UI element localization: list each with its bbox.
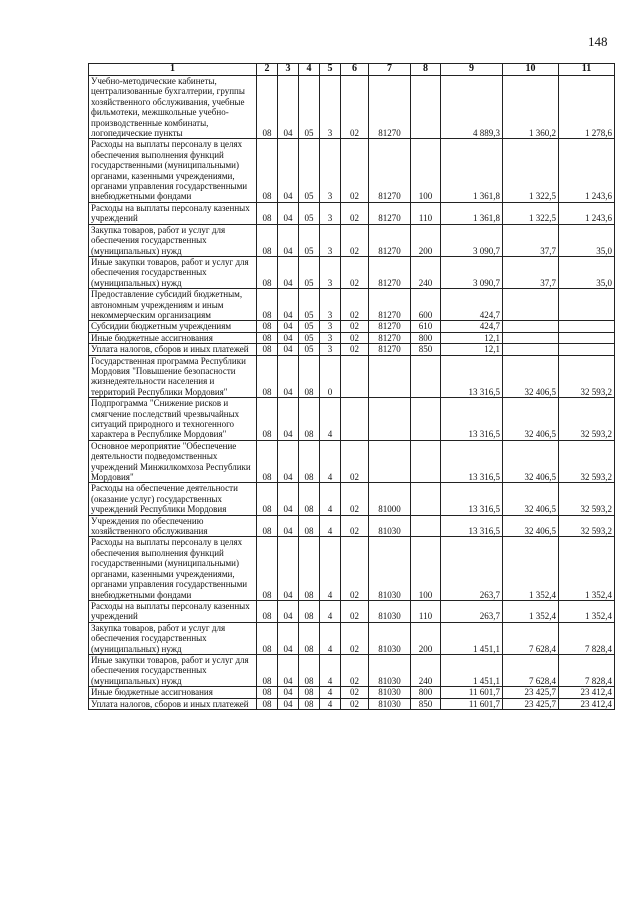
activity-code-cell: 02 bbox=[341, 698, 369, 709]
section-code-cell: 08 bbox=[257, 600, 278, 622]
program-code-cell: 05 bbox=[299, 289, 320, 321]
program-code-cell: 08 bbox=[299, 398, 320, 441]
direction-code-cell: 81270 bbox=[369, 224, 411, 256]
subsection-code-cell: 04 bbox=[278, 344, 299, 355]
direction-code-cell: 81030 bbox=[369, 698, 411, 709]
activity-code-cell: 02 bbox=[341, 332, 369, 343]
amount-year2-cell bbox=[503, 344, 559, 355]
activity-code-cell: 02 bbox=[341, 654, 369, 686]
amount-year2-cell: 1 352,4 bbox=[503, 600, 559, 622]
subsection-code-cell: 04 bbox=[278, 224, 299, 256]
activity-code-cell: 02 bbox=[341, 76, 369, 139]
section-code-cell: 08 bbox=[257, 76, 278, 139]
subprogram-code-cell: 4 bbox=[320, 398, 341, 441]
section-code-cell: 08 bbox=[257, 139, 278, 202]
amount-year2-cell: 1 322,5 bbox=[503, 202, 559, 224]
amount-year2-cell bbox=[503, 321, 559, 332]
table-row bbox=[89, 289, 615, 321]
subsection-code-cell: 04 bbox=[278, 440, 299, 483]
amount-year1-cell: 1 451,1 bbox=[441, 654, 503, 686]
amount-year2-cell: 7 628,4 bbox=[503, 654, 559, 686]
direction-code-cell: 81270 bbox=[369, 321, 411, 332]
direction-code-cell: 81270 bbox=[369, 202, 411, 224]
row-name-cell: Расходы на выплаты персоналу казенных учреждений bbox=[89, 600, 257, 622]
expense-type-cell: 600 bbox=[411, 289, 441, 321]
expense-type-cell: 240 bbox=[411, 654, 441, 686]
table-row bbox=[89, 654, 615, 686]
row-name-cell: Расходы на выплаты персоналу казенных учреждений bbox=[89, 202, 257, 224]
column-header: 3 bbox=[278, 64, 299, 76]
subsection-code-cell: 04 bbox=[278, 202, 299, 224]
subprogram-code-cell: 4 bbox=[320, 698, 341, 709]
direction-code-cell: 81270 bbox=[369, 256, 411, 288]
expense-type-cell bbox=[411, 398, 441, 441]
direction-code-cell: 81030 bbox=[369, 654, 411, 686]
table-header-row bbox=[89, 64, 615, 76]
amount-year3-cell: 1 243,6 bbox=[559, 139, 615, 202]
program-code-cell: 08 bbox=[299, 515, 320, 537]
subsection-code-cell: 04 bbox=[278, 139, 299, 202]
activity-code-cell: 02 bbox=[341, 515, 369, 537]
subprogram-code-cell: 4 bbox=[320, 483, 341, 515]
table-body bbox=[89, 76, 615, 710]
row-name-cell: Уплата налогов, сборов и иных платежей bbox=[89, 698, 257, 709]
section-code-cell: 08 bbox=[257, 515, 278, 537]
column-header: 1 bbox=[89, 64, 257, 76]
program-code-cell: 05 bbox=[299, 76, 320, 139]
table-row bbox=[89, 698, 615, 709]
subprogram-code-cell: 4 bbox=[320, 622, 341, 654]
row-name-cell: Государственная программа Республики Мордовия "Повышение безопасности жизнедеятельности населения и территорий Республики Мордовия" bbox=[89, 355, 257, 398]
direction-code-cell: 81030 bbox=[369, 622, 411, 654]
expense-type-cell: 240 bbox=[411, 256, 441, 288]
amount-year1-cell: 3 090,7 bbox=[441, 256, 503, 288]
program-code-cell: 08 bbox=[299, 622, 320, 654]
program-code-cell: 05 bbox=[299, 332, 320, 343]
amount-year2-cell bbox=[503, 289, 559, 321]
activity-code-cell: 02 bbox=[341, 537, 369, 600]
amount-year2-cell: 1 360,2 bbox=[503, 76, 559, 139]
amount-year1-cell: 1 451,1 bbox=[441, 622, 503, 654]
subprogram-code-cell: 3 bbox=[320, 224, 341, 256]
table-row bbox=[89, 139, 615, 202]
amount-year3-cell bbox=[559, 332, 615, 343]
program-code-cell: 05 bbox=[299, 256, 320, 288]
amount-year1-cell: 12,1 bbox=[441, 344, 503, 355]
row-name-cell: Иные бюджетные ассигнования bbox=[89, 332, 257, 343]
row-name-cell: Иные закупки товаров, работ и услуг для обеспечения государственных (муниципальных) нужд bbox=[89, 654, 257, 686]
direction-code-cell: 81270 bbox=[369, 289, 411, 321]
section-code-cell: 08 bbox=[257, 355, 278, 398]
column-header: 8 bbox=[411, 64, 441, 76]
row-name-cell: Субсидии бюджетным учреждениям bbox=[89, 321, 257, 332]
amount-year3-cell bbox=[559, 321, 615, 332]
section-code-cell: 08 bbox=[257, 202, 278, 224]
column-header: 7 bbox=[369, 64, 411, 76]
row-name-cell: Иные закупки товаров, работ и услуг для обеспечения государственных (муниципальных) нужд bbox=[89, 256, 257, 288]
activity-code-cell: 02 bbox=[341, 344, 369, 355]
amount-year1-cell: 12,1 bbox=[441, 332, 503, 343]
activity-code-cell bbox=[341, 355, 369, 398]
subprogram-code-cell: 3 bbox=[320, 332, 341, 343]
subsection-code-cell: 04 bbox=[278, 687, 299, 698]
direction-code-cell bbox=[369, 440, 411, 483]
subprogram-code-cell: 3 bbox=[320, 344, 341, 355]
amount-year2-cell: 37,7 bbox=[503, 256, 559, 288]
amount-year2-cell: 7 628,4 bbox=[503, 622, 559, 654]
direction-code-cell: 81030 bbox=[369, 600, 411, 622]
program-code-cell: 05 bbox=[299, 202, 320, 224]
expense-type-cell: 610 bbox=[411, 321, 441, 332]
program-code-cell: 05 bbox=[299, 344, 320, 355]
table-row bbox=[89, 355, 615, 398]
direction-code-cell: 81030 bbox=[369, 687, 411, 698]
program-code-cell: 08 bbox=[299, 440, 320, 483]
table-row bbox=[89, 537, 615, 600]
program-code-cell: 08 bbox=[299, 654, 320, 686]
amount-year1-cell: 1 361,8 bbox=[441, 202, 503, 224]
program-code-cell: 08 bbox=[299, 687, 320, 698]
activity-code-cell: 02 bbox=[341, 687, 369, 698]
amount-year1-cell: 13 316,5 bbox=[441, 440, 503, 483]
subsection-code-cell: 04 bbox=[278, 76, 299, 139]
expense-type-cell bbox=[411, 355, 441, 398]
row-name-cell: Основное мероприятие "Обеспечение деятельности подведомственных учреждений Минжилкомхоза Республики Мордовия" bbox=[89, 440, 257, 483]
amount-year3-cell bbox=[559, 289, 615, 321]
table-row bbox=[89, 515, 615, 537]
subprogram-code-cell: 4 bbox=[320, 687, 341, 698]
subprogram-code-cell: 0 bbox=[320, 355, 341, 398]
subprogram-code-cell: 3 bbox=[320, 256, 341, 288]
activity-code-cell: 02 bbox=[341, 600, 369, 622]
row-name-cell: Расходы на выплаты персоналу в целях обеспечения выполнения функций государственными (муниципальными) органами, казенными учреждениями, органами управления государственными внебюджетными фондами bbox=[89, 537, 257, 600]
subprogram-code-cell: 3 bbox=[320, 202, 341, 224]
amount-year1-cell: 4 889,3 bbox=[441, 76, 503, 139]
activity-code-cell bbox=[341, 398, 369, 441]
program-code-cell: 05 bbox=[299, 224, 320, 256]
program-code-cell: 08 bbox=[299, 355, 320, 398]
table-row bbox=[89, 344, 615, 355]
table-row bbox=[89, 332, 615, 343]
direction-code-cell: 81030 bbox=[369, 515, 411, 537]
section-code-cell: 08 bbox=[257, 622, 278, 654]
row-name-cell: Учебно-методические кабинеты, централизованные бухгалтерии, группы хозяйственного обслуживания, учебные фильмотеки, межшкольные учебно-производственные комбинаты, логопедические пункты bbox=[89, 76, 257, 139]
section-code-cell: 08 bbox=[257, 289, 278, 321]
subprogram-code-cell: 4 bbox=[320, 654, 341, 686]
activity-code-cell: 02 bbox=[341, 224, 369, 256]
page-number: 148 bbox=[588, 34, 608, 49]
amount-year2-cell bbox=[503, 332, 559, 343]
program-code-cell: 08 bbox=[299, 600, 320, 622]
amount-year3-cell: 23 412,4 bbox=[559, 687, 615, 698]
table-row bbox=[89, 440, 615, 483]
direction-code-cell bbox=[369, 398, 411, 441]
amount-year1-cell: 263,7 bbox=[441, 600, 503, 622]
expense-type-cell bbox=[411, 76, 441, 139]
amount-year2-cell: 23 425,7 bbox=[503, 698, 559, 709]
program-code-cell: 08 bbox=[299, 537, 320, 600]
column-header: 11 bbox=[559, 64, 615, 76]
amount-year2-cell: 32 406,5 bbox=[503, 515, 559, 537]
activity-code-cell: 02 bbox=[341, 440, 369, 483]
direction-code-cell: 81270 bbox=[369, 332, 411, 343]
amount-year3-cell: 1 278,6 bbox=[559, 76, 615, 139]
program-code-cell: 05 bbox=[299, 321, 320, 332]
amount-year2-cell: 32 406,5 bbox=[503, 398, 559, 441]
activity-code-cell: 02 bbox=[341, 139, 369, 202]
expense-type-cell: 100 bbox=[411, 537, 441, 600]
amount-year3-cell: 32 593,2 bbox=[559, 355, 615, 398]
subsection-code-cell: 04 bbox=[278, 321, 299, 332]
amount-year3-cell: 1 352,4 bbox=[559, 600, 615, 622]
column-header: 2 bbox=[257, 64, 278, 76]
row-name-cell: Расходы на выплаты персоналу в целях обеспечения выполнения функций государственными (муниципальными) органами, казенными учреждениями, органами управления государственными внебюджетными фондами bbox=[89, 139, 257, 202]
row-name-cell: Учреждения по обеспечению хозяйственного обслуживания bbox=[89, 515, 257, 537]
section-code-cell: 08 bbox=[257, 332, 278, 343]
subsection-code-cell: 04 bbox=[278, 654, 299, 686]
section-code-cell: 08 bbox=[257, 654, 278, 686]
expense-type-cell bbox=[411, 483, 441, 515]
amount-year3-cell: 35,0 bbox=[559, 224, 615, 256]
activity-code-cell: 02 bbox=[341, 202, 369, 224]
table-row bbox=[89, 321, 615, 332]
subprogram-code-cell: 4 bbox=[320, 537, 341, 600]
direction-code-cell: 81270 bbox=[369, 139, 411, 202]
amount-year1-cell: 424,7 bbox=[441, 289, 503, 321]
expense-type-cell: 850 bbox=[411, 698, 441, 709]
expense-type-cell: 800 bbox=[411, 332, 441, 343]
amount-year2-cell: 32 406,5 bbox=[503, 440, 559, 483]
subprogram-code-cell: 3 bbox=[320, 289, 341, 321]
subsection-code-cell: 04 bbox=[278, 398, 299, 441]
row-name-cell: Уплата налогов, сборов и иных платежей bbox=[89, 344, 257, 355]
row-name-cell: Закупка товаров, работ и услуг для обеспечения государственных (муниципальных) нужд bbox=[89, 622, 257, 654]
amount-year2-cell: 1 352,4 bbox=[503, 537, 559, 600]
amount-year1-cell: 13 316,5 bbox=[441, 398, 503, 441]
expense-type-cell: 800 bbox=[411, 687, 441, 698]
row-name-cell: Расходы на обеспечение деятельности (оказание услуг) государственных учреждений Республики Мордовия bbox=[89, 483, 257, 515]
subprogram-code-cell: 3 bbox=[320, 139, 341, 202]
subsection-code-cell: 04 bbox=[278, 332, 299, 343]
section-code-cell: 08 bbox=[257, 398, 278, 441]
section-code-cell: 08 bbox=[257, 698, 278, 709]
section-code-cell: 08 bbox=[257, 321, 278, 332]
expense-type-cell: 200 bbox=[411, 224, 441, 256]
table-row bbox=[89, 202, 615, 224]
amount-year3-cell: 35,0 bbox=[559, 256, 615, 288]
expense-type-cell: 850 bbox=[411, 344, 441, 355]
amount-year1-cell: 424,7 bbox=[441, 321, 503, 332]
amount-year3-cell: 1 243,6 bbox=[559, 202, 615, 224]
column-header: 9 bbox=[441, 64, 503, 76]
subsection-code-cell: 04 bbox=[278, 537, 299, 600]
subprogram-code-cell: 3 bbox=[320, 76, 341, 139]
subsection-code-cell: 04 bbox=[278, 622, 299, 654]
amount-year3-cell: 1 352,4 bbox=[559, 537, 615, 600]
amount-year3-cell: 32 593,2 bbox=[559, 515, 615, 537]
direction-code-cell: 81000 bbox=[369, 483, 411, 515]
column-header: 4 bbox=[299, 64, 320, 76]
row-name-cell: Иные бюджетные ассигнования bbox=[89, 687, 257, 698]
activity-code-cell: 02 bbox=[341, 256, 369, 288]
section-code-cell: 08 bbox=[257, 224, 278, 256]
subsection-code-cell: 04 bbox=[278, 515, 299, 537]
amount-year1-cell: 1 361,8 bbox=[441, 139, 503, 202]
table-row bbox=[89, 256, 615, 288]
section-code-cell: 08 bbox=[257, 687, 278, 698]
amount-year1-cell: 11 601,7 bbox=[441, 698, 503, 709]
direction-code-cell: 81030 bbox=[369, 537, 411, 600]
amount-year3-cell: 23 412,4 bbox=[559, 698, 615, 709]
expense-type-cell: 200 bbox=[411, 622, 441, 654]
amount-year1-cell: 263,7 bbox=[441, 537, 503, 600]
subprogram-code-cell: 4 bbox=[320, 515, 341, 537]
subsection-code-cell: 04 bbox=[278, 483, 299, 515]
amount-year1-cell: 11 601,7 bbox=[441, 687, 503, 698]
table-row bbox=[89, 224, 615, 256]
program-code-cell: 05 bbox=[299, 139, 320, 202]
program-code-cell: 08 bbox=[299, 483, 320, 515]
subsection-code-cell: 04 bbox=[278, 256, 299, 288]
activity-code-cell: 02 bbox=[341, 321, 369, 332]
table-row bbox=[89, 687, 615, 698]
expense-type-cell: 100 bbox=[411, 139, 441, 202]
activity-code-cell: 02 bbox=[341, 483, 369, 515]
amount-year3-cell: 32 593,2 bbox=[559, 483, 615, 515]
program-code-cell: 08 bbox=[299, 698, 320, 709]
amount-year2-cell: 23 425,7 bbox=[503, 687, 559, 698]
table-row bbox=[89, 483, 615, 515]
section-code-cell: 08 bbox=[257, 483, 278, 515]
direction-code-cell bbox=[369, 355, 411, 398]
row-name-cell: Предоставление субсидий бюджетным, автономным учреждениям и иным некоммерческим организациям bbox=[89, 289, 257, 321]
direction-code-cell: 81270 bbox=[369, 76, 411, 139]
expense-type-cell: 110 bbox=[411, 202, 441, 224]
expense-type-cell bbox=[411, 515, 441, 537]
amount-year1-cell: 13 316,5 bbox=[441, 355, 503, 398]
section-code-cell: 08 bbox=[257, 256, 278, 288]
subsection-code-cell: 04 bbox=[278, 289, 299, 321]
column-header: 5 bbox=[320, 64, 341, 76]
amount-year2-cell: 37,7 bbox=[503, 224, 559, 256]
expense-type-cell: 110 bbox=[411, 600, 441, 622]
budget-table bbox=[88, 63, 615, 710]
table-row bbox=[89, 622, 615, 654]
table-row bbox=[89, 398, 615, 441]
amount-year1-cell: 13 316,5 bbox=[441, 515, 503, 537]
subprogram-code-cell: 4 bbox=[320, 440, 341, 483]
amount-year2-cell: 32 406,5 bbox=[503, 483, 559, 515]
amount-year3-cell: 7 828,4 bbox=[559, 654, 615, 686]
amount-year2-cell: 32 406,5 bbox=[503, 355, 559, 398]
column-header: 6 bbox=[341, 64, 369, 76]
subsection-code-cell: 04 bbox=[278, 698, 299, 709]
subsection-code-cell: 04 bbox=[278, 355, 299, 398]
subsection-code-cell: 04 bbox=[278, 600, 299, 622]
section-code-cell: 08 bbox=[257, 537, 278, 600]
row-name-cell: Закупка товаров, работ и услуг для обеспечения государственных (муниципальных) нужд bbox=[89, 224, 257, 256]
row-name-cell: Подпрограмма "Снижение рисков и смягчение последствий чрезвычайных ситуаций природного и техногенного характера в Республике Мордовия" bbox=[89, 398, 257, 441]
expense-type-cell bbox=[411, 440, 441, 483]
activity-code-cell: 02 bbox=[341, 622, 369, 654]
subprogram-code-cell: 4 bbox=[320, 600, 341, 622]
column-header: 10 bbox=[503, 64, 559, 76]
section-code-cell: 08 bbox=[257, 344, 278, 355]
amount-year3-cell: 32 593,2 bbox=[559, 398, 615, 441]
amount-year3-cell: 32 593,2 bbox=[559, 440, 615, 483]
section-code-cell: 08 bbox=[257, 440, 278, 483]
subprogram-code-cell: 3 bbox=[320, 321, 341, 332]
amount-year1-cell: 3 090,7 bbox=[441, 224, 503, 256]
activity-code-cell: 02 bbox=[341, 289, 369, 321]
amount-year1-cell: 13 316,5 bbox=[441, 483, 503, 515]
amount-year3-cell bbox=[559, 344, 615, 355]
amount-year3-cell: 7 828,4 bbox=[559, 622, 615, 654]
direction-code-cell: 81270 bbox=[369, 344, 411, 355]
amount-year2-cell: 1 322,5 bbox=[503, 139, 559, 202]
table-row bbox=[89, 76, 615, 139]
table-row bbox=[89, 600, 615, 622]
